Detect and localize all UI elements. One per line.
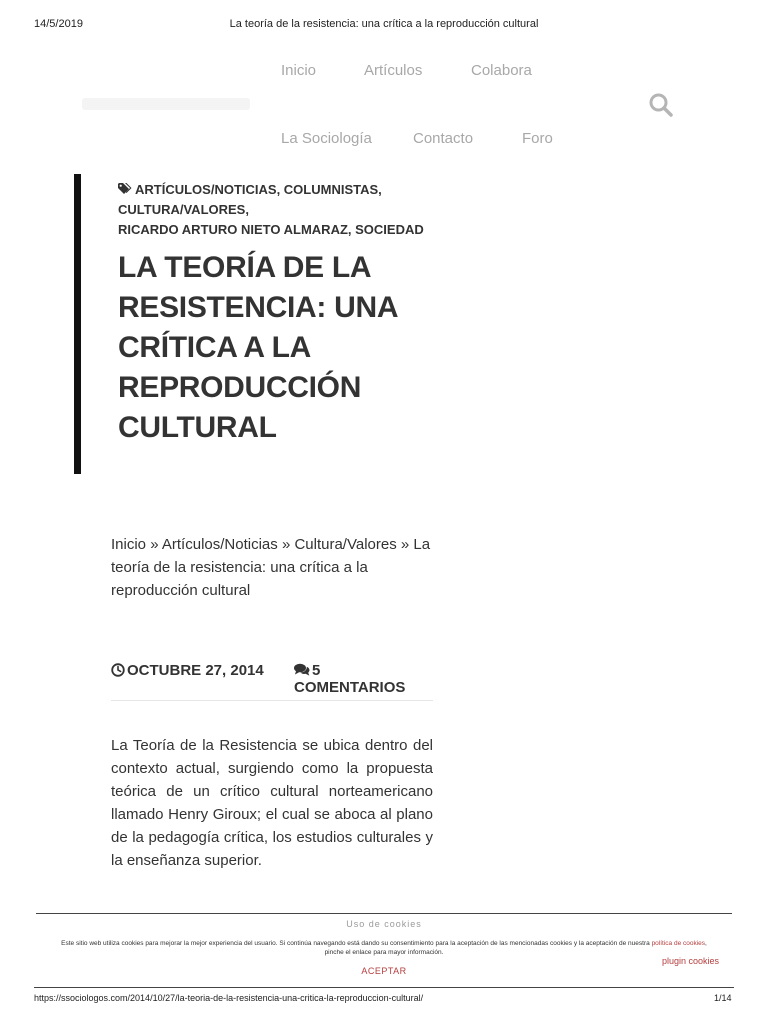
print-page-number: 1/14 bbox=[714, 993, 732, 1003]
tags-icon bbox=[118, 183, 132, 195]
print-date: 14/5/2019 bbox=[34, 18, 83, 30]
category-link-ricardo-arturo-nieto-almaraz[interactable]: RICARDO ARTURO NIETO ALMARAZ bbox=[118, 222, 348, 237]
post-meta bbox=[111, 662, 433, 701]
nav-item-la-sociologia[interactable]: La Sociología bbox=[281, 130, 372, 147]
breadcrumb-current: La teoría de la resistencia: una crítica a la reproducción cultural bbox=[111, 536, 431, 599]
cookie-accept-button[interactable]: ACEPTAR bbox=[361, 966, 407, 976]
breadcrumb-separator: » bbox=[150, 536, 159, 553]
nav-item-articulos[interactable]: Artículos bbox=[364, 62, 423, 79]
title-accent-bar bbox=[74, 174, 81, 474]
breadcrumb-cultura-valores[interactable]: Cultura/Valores bbox=[294, 536, 397, 553]
cookie-banner bbox=[36, 913, 732, 988]
post-date-text: OCTUBRE 27, 2014 bbox=[127, 662, 264, 679]
cookie-text-main: Este sitio web utiliza cookies para mejorar la mejor experiencia del usuario. Si continúa navegando está dando su consentimiento para la aceptación de las mencionadas cookies y la aceptación de nuestra bbox=[61, 940, 650, 947]
plugin-cookies-link[interactable]: plugin cookies bbox=[662, 956, 720, 966]
comments-count: 5 COMENTARIOS bbox=[294, 662, 406, 696]
print-url: https://ssociologos.com/2014/10/27/la-teoria-de-la-resistencia-una-critica-la-reproduccion-cultural/ bbox=[34, 993, 424, 1003]
breadcrumb bbox=[111, 533, 436, 602]
category-link-columnistas[interactable]: COLUMNISTAS bbox=[283, 182, 379, 197]
nav-item-contacto[interactable]: Contacto bbox=[413, 130, 474, 147]
print-page-title: La teoría de la resistencia: una crítica a la reproducción cultural bbox=[229, 18, 539, 30]
clock-icon bbox=[111, 663, 125, 677]
cookie-text-end: , pinche el enlace para mayor información. bbox=[324, 940, 707, 956]
post-title: LA TEORÍA DE LA RESISTENCIA: UNA CRÍTICA A LA REPRODUCCIÓN CULTURAL bbox=[118, 251, 398, 444]
search-icon[interactable] bbox=[648, 92, 674, 118]
print-footer-divider bbox=[34, 987, 734, 988]
cookie-banner-text bbox=[56, 939, 712, 957]
cookie-policy-link[interactable]: política de cookies bbox=[651, 940, 706, 947]
breadcrumb-separator: » bbox=[400, 536, 410, 553]
category-link-cultura-valores[interactable]: CULTURA/VALORES bbox=[118, 202, 246, 217]
post-categories: ARTÍCULOS/NOTICIAS, COLUMNISTAS, CULTURA/VALORES, RICARDO ARTURO NIETO ALMARAZ, SOCIEDAD bbox=[118, 182, 424, 237]
site-logo[interactable] bbox=[82, 92, 256, 116]
cookie-banner-heading: Uso de cookies bbox=[346, 919, 422, 929]
category-link-sociedad[interactable]: SOCIEDAD bbox=[355, 222, 424, 237]
category-link-articulos-noticias[interactable]: ARTÍCULOS/NOTICIAS bbox=[135, 182, 277, 197]
breadcrumb-articulos-noticias[interactable]: Artículos/Noticias bbox=[161, 536, 278, 553]
comments-icon bbox=[294, 663, 310, 677]
breadcrumb-home[interactable]: Inicio bbox=[111, 536, 147, 553]
nav-item-colabora[interactable]: Colabora bbox=[471, 62, 532, 79]
comments-link[interactable] bbox=[294, 662, 433, 696]
nav-item-inicio[interactable]: Inicio bbox=[281, 62, 317, 79]
nav-item-foro[interactable]: Foro bbox=[522, 130, 553, 147]
post-date bbox=[111, 662, 264, 679]
article-paragraph: La Teoría de la Resistencia se ubica dentro del contexto actual, surgiendo como la propuesta teórica de un crítico cultural norteamericano llamado Henry Giroux; el cual se aboca al plano de la pedagogía crítica, los estudios culturales y la enseñanza superior. bbox=[111, 737, 433, 869]
breadcrumb-separator: » bbox=[281, 536, 291, 553]
